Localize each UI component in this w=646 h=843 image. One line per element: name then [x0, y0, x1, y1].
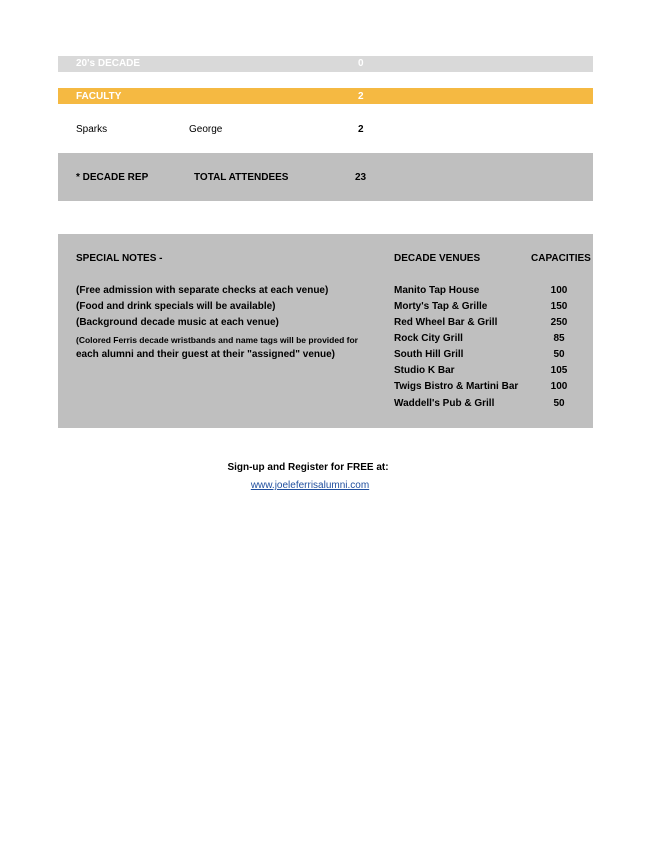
note-line: (Free admission with separate checks at each venue) [76, 285, 329, 296]
venue-capacity: 150 [550, 301, 568, 312]
decade-venues-heading: DECADE VENUES [394, 253, 481, 264]
capacities-heading: CAPACITIES [531, 253, 591, 264]
venue-capacity: 105 [550, 365, 568, 376]
venue-name: South Hill Grill [394, 349, 464, 360]
venue-name: Rock City Grill [394, 333, 463, 344]
venue-name: Waddell's Pub & Grill [394, 398, 495, 409]
venue-capacity: 50 [553, 398, 565, 409]
decade-rep-label: * DECADE REP [76, 172, 149, 183]
venue-capacity: 100 [550, 285, 568, 296]
special-notes-heading: SPECIAL NOTES - [76, 253, 163, 264]
venue-row [394, 381, 584, 397]
signup-link[interactable]: www.joeleferrisalumni.com [250, 480, 370, 491]
venue-row [394, 301, 584, 317]
venue-row [394, 365, 584, 381]
total-attendees-value: 23 [355, 172, 367, 183]
venue-name: Studio K Bar [394, 365, 455, 376]
venue-capacity: 100 [550, 381, 568, 392]
venue-row [394, 333, 584, 349]
venue-name: Manito Tap House [394, 285, 480, 296]
note-line: (Background decade music at each venue) [76, 317, 279, 328]
faculty-label: FACULTY [76, 91, 122, 102]
decade-20s-count: 0 [358, 58, 364, 69]
decade-20s-label: 20's DECADE [76, 58, 141, 69]
note-line: (Food and drink specials will be available) [76, 301, 276, 312]
note-line: each alumni and their guest at their "assigned" venue) [76, 349, 335, 360]
venue-capacity: 85 [553, 333, 565, 344]
note-line: (Colored Ferris decade wristbands and name tags will be provided for [76, 335, 358, 345]
faculty-member-first-name: George [189, 124, 223, 135]
venue-row [394, 285, 584, 301]
venue-name: Morty's Tap & Grille [394, 301, 488, 312]
signup-text: Sign-up and Register for FREE at: [227, 462, 389, 473]
venue-capacity: 250 [550, 317, 568, 328]
venue-row [394, 398, 584, 414]
faculty-member-last-name: Sparks [76, 124, 108, 135]
venue-name: Twigs Bistro & Martini Bar [394, 381, 519, 392]
venue-row [394, 317, 584, 333]
faculty-band [58, 88, 593, 104]
venue-name: Red Wheel Bar & Grill [394, 317, 498, 328]
total-attendees-label: TOTAL ATTENDEES [194, 172, 289, 183]
faculty-member-count: 2 [358, 124, 364, 135]
venue-row [394, 349, 584, 365]
venue-capacity: 50 [553, 349, 565, 360]
faculty-count: 2 [358, 91, 364, 102]
